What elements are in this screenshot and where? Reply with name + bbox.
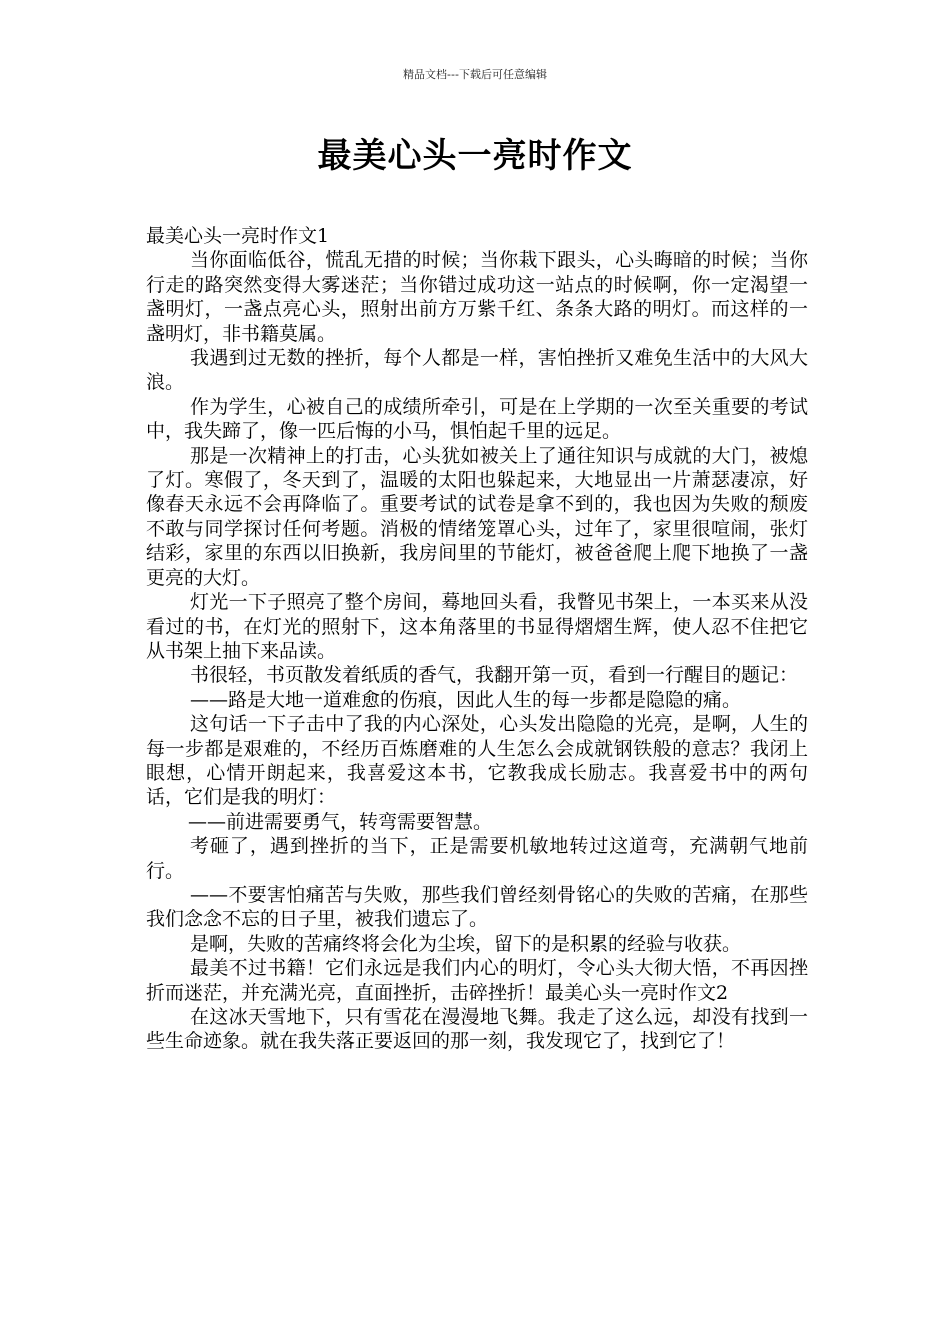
paragraph: 在这冰天雪地下，只有雪花在漫漫地飞舞。我走了这么远，却没有找到一些生命迹象。就在我失落正要返回的那一刻，我发现它了，找到它了！ — [146, 1006, 808, 1053]
quote-paragraph: ——前进需要勇气，转弯需要智慧。 — [188, 810, 493, 833]
document-title: 最美心头一亮时作文 — [317, 136, 633, 176]
page-header-note: 精品文档---下载后可任意编辑 — [403, 68, 547, 81]
paragraph: 最美不过书籍！它们永远是我们内心的明灯，令心头大彻大悟，不再因挫折而迷茫，并充满光亮，直面挫折，击碎挫折！最美心头一亮时作文2 — [146, 957, 808, 1004]
paragraph: 这句话一下子击中了我的内心深处，心头发出隐隐的光亮，是啊，人生的每一步都是艰难的，不经历百炼磨难的人生怎么会成就钢铁般的意志？我闭上眼想，心情开朗起来，我喜爱这本书，它教我成长励志。我喜爱书中的两句话，它们是我的明灯： — [146, 713, 808, 809]
paragraph: 是啊，失败的苦痛终将会化为尘埃，留下的是积累的经验与收获。 — [190, 932, 742, 955]
paragraph: 考砸了，遇到挫折的当下，正是需要机敏地转过这道弯，充满朝气地前行。 — [146, 835, 808, 882]
paragraph: 当你面临低谷，慌乱无措的时候；当你栽下跟头，心头晦暗的时候；当你行走的路突然变得大雾迷茫；当你错过成功这一站点的时候啊，你一定渴望一盏明灯，一盏点亮心头，照射出前方万紫千红、条条大路的明灯。而这样的一盏明灯，非书籍莫属。 — [146, 249, 808, 345]
quote-paragraph: ——路是大地一道难愈的伤痕，因此人生的每一步都是隐隐的痛。 — [190, 688, 742, 711]
quote-paragraph: ——不要害怕痛苦与失败，那些我们曾经刻骨铭心的失败的苦痛，在那些我们念念不忘的日子里，被我们遗忘了。 — [146, 883, 808, 931]
paragraph: 那是一次精神上的打击，心头犹如被关上了通往知识与成就的大门，被熄了灯。寒假了，冬天到了，温暖的太阳也躲起来，大地显出一片萧瑟凄凉，好像春天永远不会再降临了。重要考试的试卷是拿不到的，我也因为失败的颓废不敢与同学探讨任何考题。消极的情绪笼罩心头，过年了，家里很喧闹，张灯结彩，家里的东西以旧换新，我房间里的节能灯，被爸爸爬上爬下地换了一盏更亮的大灯。 — [146, 444, 808, 589]
essay-1-heading: 最美心头一亮时作文1 — [146, 225, 330, 247]
paragraph: 我遇到过无数的挫折，每个人都是一样，害怕挫折又难免生活中的大风大浪。 — [146, 347, 808, 394]
document-body — [146, 224, 808, 1054]
paragraph: 作为学生，心被自己的成绩所牵引，可是在上学期的一次至关重要的考试中，我失蹄了，像一匹后悔的小马，惧怕起千里的远足。 — [146, 395, 808, 443]
paragraph: 书很轻，书页散发着纸质的香气，我翻开第一页，看到一行醒目的题记： — [190, 664, 799, 687]
paragraph: 灯光一下子照亮了整个房间，蓦地回头看，我瞥见书架上，一本买来从没看过的书，在灯光的照射下，这本角落里的书显得熠熠生辉，使人忍不住把它从书架上抽下来品读。 — [146, 591, 808, 662]
